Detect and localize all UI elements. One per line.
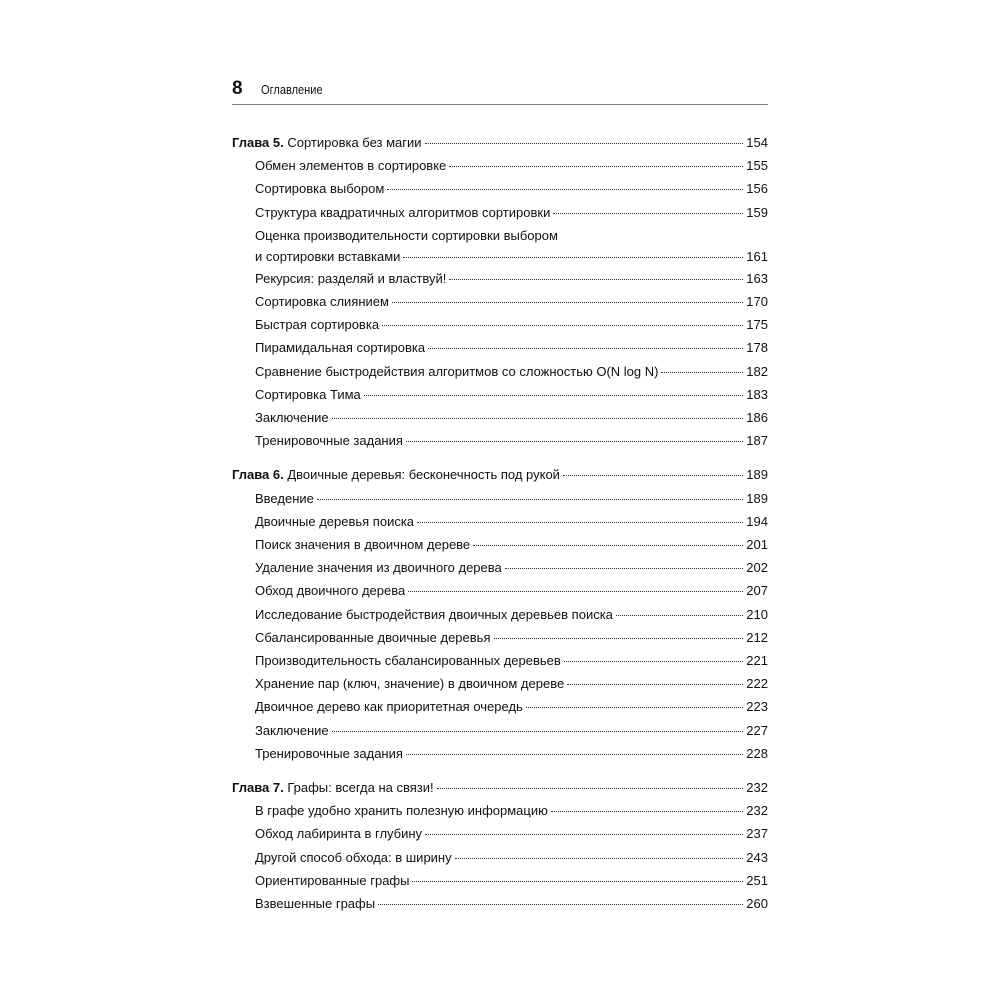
section-title: Производительность сбалансированных деревьев — [255, 653, 561, 669]
dot-leader — [406, 754, 743, 755]
section-title: Введение — [255, 490, 314, 506]
page-ref: 189 — [746, 467, 768, 483]
page-ref: 251 — [746, 872, 768, 888]
toc-section-entry[interactable] — [232, 267, 768, 290]
toc-section-entry[interactable] — [232, 626, 768, 649]
dot-leader — [661, 372, 743, 373]
toc-section-entry[interactable] — [232, 556, 768, 579]
toc-section-entry[interactable] — [232, 201, 768, 224]
section-title: Обход лабиринта в глубину — [255, 826, 423, 842]
section-title: Обмен элементов в сортировке — [255, 158, 447, 174]
book-page — [232, 0, 768, 1000]
section-title: Поиск значения в двоичном дереве — [255, 537, 471, 553]
page-ref: 210 — [746, 606, 768, 622]
toc-section-entry[interactable] — [232, 533, 768, 556]
page-ref: 228 — [746, 745, 768, 761]
section-title: Другой способ обхода: в ширину — [255, 849, 452, 865]
page-ref: 222 — [746, 676, 768, 692]
section-title: Двоичные деревья поиска — [255, 513, 415, 529]
dot-leader — [449, 166, 743, 167]
section-title: Тренировочные задания — [255, 433, 403, 449]
toc-section-entry[interactable] — [232, 603, 768, 626]
dot-leader — [616, 615, 743, 616]
page-ref: 201 — [746, 537, 768, 553]
page-ref: 156 — [746, 181, 768, 197]
chapter-title: Графы: всегда на связи! — [287, 780, 434, 796]
toc-section-entry[interactable] — [232, 672, 768, 695]
chapter-title: Двоичные деревья: бесконечность под рукой — [287, 467, 560, 483]
section-title: Хранение пар (ключ, значение) в двоичном дереве — [255, 676, 565, 692]
chapter-prefix: Глава 5. — [232, 135, 284, 150]
toc-chapter-entry[interactable] — [232, 776, 768, 799]
page-ref: 232 — [746, 780, 768, 796]
chapter-6-block — [232, 463, 768, 765]
dot-leader — [382, 325, 743, 326]
toc-section-entry[interactable] — [232, 226, 768, 267]
dot-leader — [564, 661, 744, 662]
section-title: Пирамидальная сортировка — [255, 340, 426, 356]
dot-leader — [417, 522, 743, 523]
running-head — [232, 78, 768, 105]
dot-leader — [505, 568, 744, 569]
section-title: Тренировочные задания — [255, 745, 403, 761]
toc-section-entry[interactable] — [232, 360, 768, 383]
dot-leader — [526, 707, 743, 708]
dot-leader — [449, 279, 743, 280]
dot-leader — [403, 257, 743, 258]
dot-leader — [553, 213, 743, 214]
dot-leader — [425, 143, 744, 144]
toc-section-entry[interactable] — [232, 869, 768, 892]
page-ref: 170 — [746, 294, 768, 310]
page-ref: 194 — [746, 513, 768, 529]
page-ref: 186 — [746, 410, 768, 426]
dot-leader — [378, 904, 743, 905]
toc-section-entry[interactable] — [232, 336, 768, 359]
chapter-prefix: Глава 6. — [232, 467, 284, 483]
toc-section-entry[interactable] — [232, 649, 768, 672]
dot-leader — [567, 684, 743, 685]
section-title: Двоичное дерево как приоритетная очередь — [255, 699, 523, 715]
toc-section-entry[interactable] — [232, 695, 768, 718]
page-ref: 183 — [746, 386, 768, 402]
section-title: Сравнение быстродействия алгоритмов со сложностью O(N log N) — [255, 363, 659, 379]
section-title: В графе удобно хранить полезную информацию — [255, 803, 548, 819]
page-ref: 243 — [746, 849, 768, 865]
toc-section-entry[interactable] — [232, 822, 768, 845]
chapter-title: Сортировка без магии — [287, 135, 422, 150]
chapter-5-block — [232, 131, 768, 452]
section-title: Исследование быстродействия двоичных деревьев поиска — [255, 606, 613, 622]
dot-leader — [317, 499, 743, 500]
section-title: Сортировка выбором — [255, 181, 385, 197]
toc-section-entry[interactable] — [232, 177, 768, 200]
toc-section-entry[interactable] — [232, 383, 768, 406]
toc-section-entry[interactable] — [232, 742, 768, 765]
toc-section-entry[interactable] — [232, 799, 768, 822]
page-ref: 175 — [746, 317, 768, 333]
running-title: Оглавление — [260, 82, 323, 97]
section-title: Обход двоичного дерева — [255, 583, 406, 599]
page-ref: 159 — [746, 204, 768, 220]
page-ref: 178 — [746, 340, 768, 356]
page-ref: 207 — [746, 583, 768, 599]
dot-leader — [364, 395, 744, 396]
toc-section-entry[interactable] — [232, 846, 768, 869]
section-title: Сбалансированные двоичные деревья — [255, 629, 491, 645]
page-ref: 202 — [746, 560, 768, 576]
toc-section-entry[interactable] — [232, 719, 768, 742]
page-ref: 155 — [746, 158, 768, 174]
toc-chapter-entry[interactable] — [232, 463, 768, 486]
page-ref: 237 — [746, 826, 768, 842]
section-title: Удаление значения из двоичного дерева — [255, 560, 502, 576]
dot-leader — [408, 591, 743, 592]
page-ref: 163 — [746, 270, 768, 286]
dot-leader — [332, 418, 744, 419]
dot-leader — [455, 858, 744, 859]
dot-leader — [406, 441, 743, 442]
table-of-contents — [232, 131, 768, 926]
toc-section-entry[interactable] — [232, 429, 768, 452]
section-title: Ориентированные графы — [255, 872, 410, 888]
dot-leader — [425, 834, 743, 835]
section-title: Рекурсия: разделяй и властвуй! — [255, 270, 447, 286]
dot-leader — [387, 189, 743, 190]
page-number: 8 — [232, 78, 243, 99]
dot-leader — [332, 731, 744, 732]
dot-leader — [437, 788, 744, 789]
section-title: Взвешенные графы — [255, 896, 376, 912]
page-ref: 221 — [746, 653, 768, 669]
section-title: Заключение — [255, 722, 329, 738]
toc-section-entry[interactable] — [232, 406, 768, 429]
page-ref: 154 — [746, 135, 768, 150]
toc-section-entry[interactable] — [232, 579, 768, 602]
section-title: Структура квадратичных алгоритмов сортировки — [255, 204, 551, 220]
page-ref: 161 — [746, 248, 768, 264]
dot-leader — [563, 475, 743, 476]
page-ref: 212 — [746, 629, 768, 645]
toc-section-entry[interactable] — [232, 487, 768, 510]
toc-chapter-entry[interactable] — [232, 131, 768, 154]
chapter-prefix: Глава 7. — [232, 780, 284, 796]
section-title: Быстрая сортировка — [255, 317, 380, 333]
toc-section-entry[interactable] — [232, 154, 768, 177]
page-ref: 227 — [746, 722, 768, 738]
page-ref: 182 — [746, 363, 768, 379]
page-ref: 189 — [746, 490, 768, 506]
section-title-line-1: Оценка производительности сортировки выбором — [255, 227, 558, 243]
section-title: Сортировка слиянием — [255, 294, 389, 310]
section-title: Сортировка Тима — [255, 386, 361, 402]
dot-leader — [473, 545, 743, 546]
toc-section-entry[interactable] — [232, 510, 768, 533]
dot-leader — [428, 348, 743, 349]
page-ref: 260 — [746, 896, 768, 912]
toc-section-entry[interactable] — [232, 892, 768, 915]
dot-leader — [412, 881, 743, 882]
chapter-7-block — [232, 776, 768, 915]
page-ref: 223 — [746, 699, 768, 715]
page-ref: 232 — [746, 803, 768, 819]
section-title-line-2: и сортировки вставками — [255, 248, 401, 264]
toc-section-entry[interactable] — [232, 290, 768, 313]
page-ref: 187 — [746, 433, 768, 449]
dot-leader — [494, 638, 744, 639]
toc-section-entry[interactable] — [232, 313, 768, 336]
dot-leader — [551, 811, 743, 812]
section-title: Заключение — [255, 410, 329, 426]
dot-leader — [392, 302, 743, 303]
